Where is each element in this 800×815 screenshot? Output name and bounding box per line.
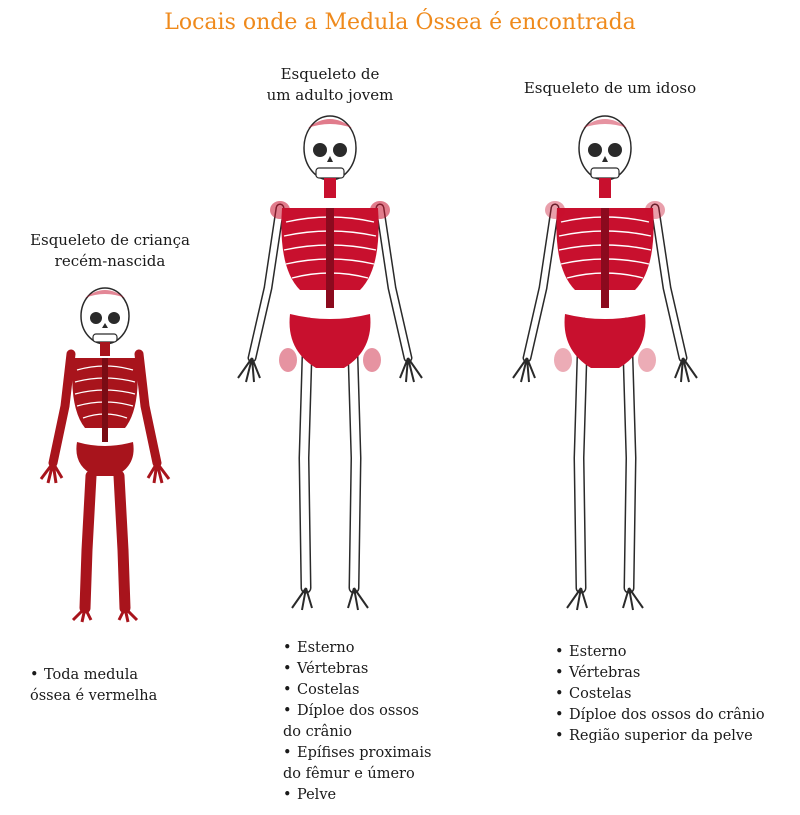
bullet-marker: •: [555, 665, 564, 681]
list-item: [30, 665, 220, 707]
list-item-text: do fêmur e úmero: [283, 766, 415, 782]
bullet-marker: •: [283, 661, 292, 677]
list-item-text: Região superior da pelve: [569, 728, 753, 744]
skeleton-elderly: [513, 116, 697, 610]
list-item-text: do crânio: [283, 724, 353, 740]
list-item: [283, 638, 483, 659]
list-item: [555, 705, 795, 726]
list-item-text: Díploe dos ossos: [297, 703, 419, 719]
diagram-title: Locais onde a Medula Óssea é encontrada: [164, 10, 636, 35]
list-item: [283, 680, 483, 701]
list-item: [555, 726, 795, 747]
list-item-text: Vértebras: [569, 665, 641, 681]
list-item-text: Epífises proximais: [297, 745, 432, 761]
list-item: [283, 701, 483, 743]
skeleton-newborn: [41, 288, 169, 622]
bullet-marker: •: [283, 703, 292, 719]
bullet-marker: •: [555, 728, 564, 744]
bullet-marker: •: [283, 640, 292, 656]
list-young-adult: [283, 638, 483, 806]
list-item-text: Vértebras: [297, 661, 369, 677]
list-item-text: Díploe dos ossos do crânio: [569, 707, 765, 723]
bullet-marker: •: [555, 707, 564, 723]
label-elderly: Esqueleto de um idoso: [523, 79, 697, 97]
list-item: [283, 785, 483, 806]
label-newborn-line-1: Esqueleto de criança: [30, 231, 190, 249]
bullet-marker: •: [555, 644, 564, 660]
bullet-marker: •: [555, 686, 564, 702]
list-item: [283, 659, 483, 680]
bullet-marker: •: [283, 682, 292, 698]
skeleton-young-adult: [238, 116, 422, 610]
list-newborn: [30, 665, 220, 707]
list-item-text: óssea é vermelha: [30, 688, 158, 704]
list-item-text: Esterno: [297, 640, 355, 656]
list-item-text: Toda medula: [44, 667, 139, 683]
label-young-adult-line-2: um adulto jovem: [266, 86, 394, 104]
list-item-text: Esterno: [569, 644, 627, 660]
label-newborn-line-2: recém-nascida: [54, 252, 166, 270]
bullet-marker: •: [283, 745, 292, 761]
list-item-text: Pelve: [297, 787, 337, 803]
list-item: [555, 642, 795, 663]
bullet-marker: •: [283, 787, 292, 803]
list-item: [555, 663, 795, 684]
list-item: [283, 743, 483, 785]
list-item: [555, 684, 795, 705]
list-elderly: [555, 642, 795, 747]
bullet-marker: •: [30, 667, 39, 683]
label-young-adult-line-1: Esqueleto de: [280, 65, 380, 83]
list-item-text: Costelas: [297, 682, 360, 698]
list-item-text: Costelas: [569, 686, 632, 702]
